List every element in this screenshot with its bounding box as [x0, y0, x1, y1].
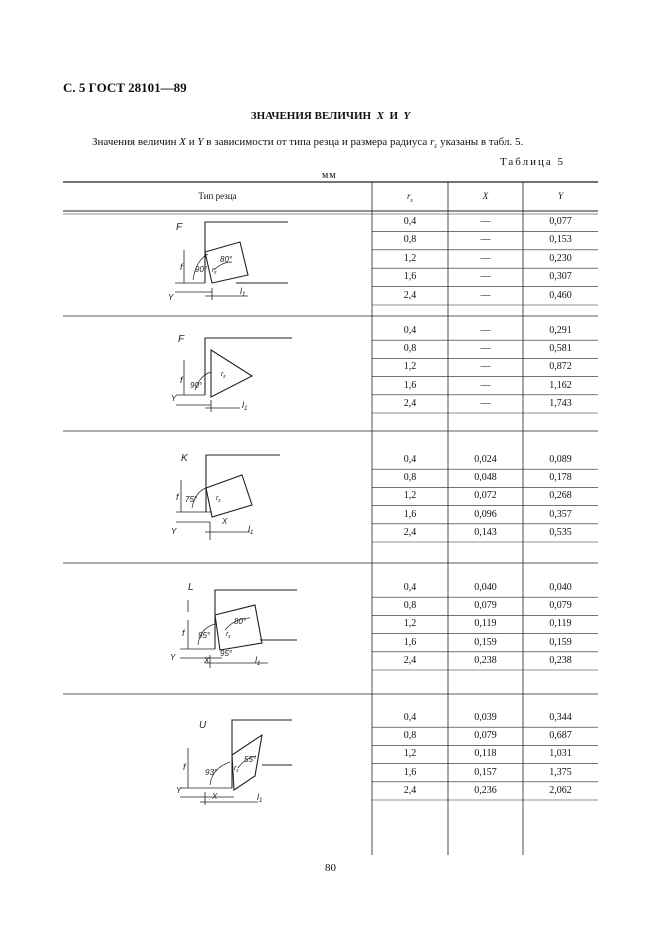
y-label: Y [171, 527, 177, 536]
y-label: Y [168, 293, 174, 302]
r-label [212, 267, 217, 276]
cell-y: 0,238 [549, 654, 572, 666]
cell-x: — [480, 234, 491, 246]
dim-l1 [205, 522, 250, 540]
dimension-lines [180, 649, 222, 658]
cell-y: 0,119 [549, 618, 572, 630]
angle-95-a: 95° [198, 631, 211, 640]
cell-r: 0,8 [403, 600, 417, 612]
cell-r: 2,4 [403, 289, 417, 301]
cell-y: 1,031 [549, 748, 572, 760]
cell-r: 2,4 [403, 784, 417, 796]
intro-r-sub: ε [434, 142, 438, 151]
cell-y: 0,307 [549, 271, 572, 283]
dimension-lines [176, 512, 212, 522]
cell-x: 0,096 [474, 508, 497, 520]
dimension-lines [175, 283, 212, 292]
l1-label [248, 524, 253, 536]
cell-r: 0,8 [403, 472, 417, 484]
holder-outline [205, 338, 292, 395]
cell-x: 0,159 [474, 636, 497, 648]
cell-y: 0,872 [549, 361, 572, 373]
cell-r: 2,4 [403, 526, 417, 538]
cell-x: 0,079 [474, 600, 497, 612]
l-letter: l [255, 655, 257, 665]
l-letter: l [242, 400, 244, 410]
cell-y: 0,687 [549, 730, 572, 742]
r-letter: r [216, 495, 219, 502]
angle-95-b: 95° [220, 649, 233, 658]
cell-y: 0,079 [549, 600, 572, 612]
page-header: С. 5 ГОСТ 28101—89 [63, 80, 187, 95]
cell-y: 0,178 [549, 472, 572, 484]
x-label: X [204, 656, 210, 665]
cell-x: — [480, 361, 491, 373]
cell-x: 0,039 [474, 712, 497, 723]
cell-r: 1,2 [403, 748, 417, 760]
cell-y: 0,268 [549, 490, 572, 502]
r-sub: ε [228, 634, 231, 640]
intro-y: Y [197, 136, 204, 148]
intro-and: и [188, 136, 195, 148]
intro-r: r [430, 136, 435, 148]
angle-93: 93° [205, 768, 218, 777]
cell-r: 0,4 [403, 325, 417, 336]
cell-x: 0,238 [474, 654, 497, 666]
r-label [234, 765, 239, 774]
cell-y: 0,535 [549, 526, 572, 538]
header-r-sub: ε [410, 197, 414, 204]
cell-y: 1,743 [549, 397, 572, 409]
y-label: Y [176, 786, 182, 795]
cell-r: 0,4 [403, 216, 417, 227]
angle-75: 75° [185, 495, 198, 504]
l-letter: l [248, 524, 250, 534]
cell-x: 0,040 [474, 582, 497, 593]
l1-label [242, 400, 247, 412]
header-r-letter: r [406, 191, 411, 201]
cell-x: — [480, 397, 491, 409]
cell-x: — [480, 325, 491, 336]
cell-y: 0,460 [549, 289, 572, 301]
cell-y: 0,077 [549, 216, 572, 227]
cell-y: 0,581 [549, 343, 572, 355]
type-label-f1: F [176, 222, 183, 233]
cell-x: 0,236 [474, 784, 497, 796]
r-letter: r [221, 371, 224, 378]
cell-x: — [480, 252, 491, 264]
cell-r: 1,2 [403, 361, 417, 373]
cell-x: — [480, 216, 491, 227]
cell-y: 0,040 [549, 582, 572, 593]
angle-80: 80° [220, 255, 233, 264]
y-label: Y [171, 394, 177, 403]
angle-80: 80° [234, 617, 247, 626]
cell-r: 0,4 [403, 582, 417, 593]
cell-x: 0,072 [474, 490, 497, 502]
r-letter: r [226, 631, 229, 638]
cell-x: 0,048 [474, 472, 497, 484]
triangle-insert [211, 350, 252, 397]
type-label-f2: F [178, 334, 185, 345]
f-label: f [180, 262, 183, 272]
r-label [226, 631, 231, 640]
section-title-prefix: ЗНАЧЕНИЯ ВЕЛИЧИН [250, 110, 372, 122]
header-y: Y [557, 191, 563, 201]
header-x: X [482, 191, 489, 201]
l-sub: 1 [244, 406, 248, 412]
cell-r: 0,4 [403, 712, 417, 723]
cell-x: 0,079 [474, 730, 497, 742]
r-label [216, 495, 221, 504]
cell-r: 1,2 [403, 618, 417, 630]
l-letter: l [257, 792, 259, 802]
section-title-and: И [389, 110, 398, 122]
cell-r: 0,8 [403, 234, 417, 246]
cell-y: 0,159 [549, 636, 572, 648]
x-label: X [222, 517, 228, 526]
cell-x: 0,119 [474, 618, 497, 630]
angle-90: 90° [195, 265, 208, 274]
f-label: f [176, 492, 179, 502]
insert-shape [215, 605, 262, 650]
header-type: Тип резца [198, 191, 237, 201]
dim-l1 [200, 792, 258, 805]
dimension-lines [176, 395, 211, 405]
cell-r: 1,6 [403, 271, 417, 283]
dimension-lines [180, 788, 234, 797]
cell-x: — [480, 289, 491, 301]
cell-r: 2,4 [403, 654, 417, 666]
f-label: f [180, 375, 183, 385]
cell-r: 2,4 [403, 397, 417, 409]
l-letter: l [240, 286, 242, 296]
section-title-x: X [376, 110, 384, 122]
intro-part1: Значения величин [92, 136, 177, 148]
holder-outline [232, 720, 292, 788]
cell-x: 0,118 [474, 748, 497, 760]
dim-l1 [205, 400, 240, 412]
cell-y: 0,153 [549, 234, 572, 246]
r-letter: r [212, 267, 215, 274]
cell-y: 1,162 [549, 379, 572, 391]
cell-r: 1,2 [403, 490, 417, 502]
y-label: Y [170, 653, 176, 662]
type-label-l: L [188, 582, 194, 593]
cell-x: 0,143 [474, 526, 497, 538]
r-sub: ε [236, 768, 239, 774]
section-title-y: Y [403, 110, 411, 122]
f-label: f [183, 762, 186, 772]
cell-x: — [480, 271, 491, 283]
cell-r: 0,8 [403, 343, 417, 355]
cell-r: 1,6 [403, 766, 417, 778]
cell-r: 0,4 [403, 454, 417, 465]
cell-x: — [480, 379, 491, 391]
cell-y: 0,291 [549, 325, 572, 336]
intro-part3: указаны в табл. 5. [440, 136, 524, 148]
cell-x: — [480, 343, 491, 355]
table-label: Таблица 5 [499, 156, 565, 168]
cell-y: 1,375 [549, 766, 572, 778]
x-label: X [212, 792, 218, 801]
l1-label [255, 655, 260, 667]
cell-r: 1,6 [403, 508, 417, 520]
intro-x: X [179, 136, 187, 148]
cell-r: 1,6 [403, 379, 417, 391]
cell-y: 0,357 [549, 508, 572, 520]
insert-shape [206, 475, 252, 517]
r-label [221, 371, 226, 380]
f-label: f [182, 628, 185, 638]
type-label-k: K [181, 453, 188, 464]
page-number: 80 [325, 862, 336, 874]
holder-outline [205, 222, 288, 283]
l-sub: 1 [242, 292, 246, 298]
l-sub: 1 [257, 661, 261, 667]
r-sub: ε [218, 498, 221, 504]
angle-90: 90° [190, 381, 203, 390]
cell-r: 1,6 [403, 636, 417, 648]
l-sub: 1 [259, 798, 263, 804]
cell-y: 0,089 [549, 454, 572, 465]
r-sub: ε [214, 270, 217, 276]
cell-r: 0,8 [403, 730, 417, 742]
cell-y: 0,344 [549, 712, 572, 723]
angle-55: 55° [244, 755, 257, 764]
cell-y: 0,230 [549, 252, 572, 264]
r-sub: ε [223, 374, 226, 380]
r-letter: r [234, 765, 237, 772]
cell-r: 1,2 [403, 252, 417, 264]
type-label-u: U [199, 720, 207, 731]
cell-y: 2,062 [549, 784, 572, 796]
cell-x: 0,157 [474, 766, 497, 778]
intro-part2: в зависимости от типа резца и размера радиуса [206, 136, 428, 148]
units-label: мм [322, 170, 337, 181]
cell-x: 0,024 [474, 454, 497, 465]
l-sub: 1 [250, 530, 254, 536]
